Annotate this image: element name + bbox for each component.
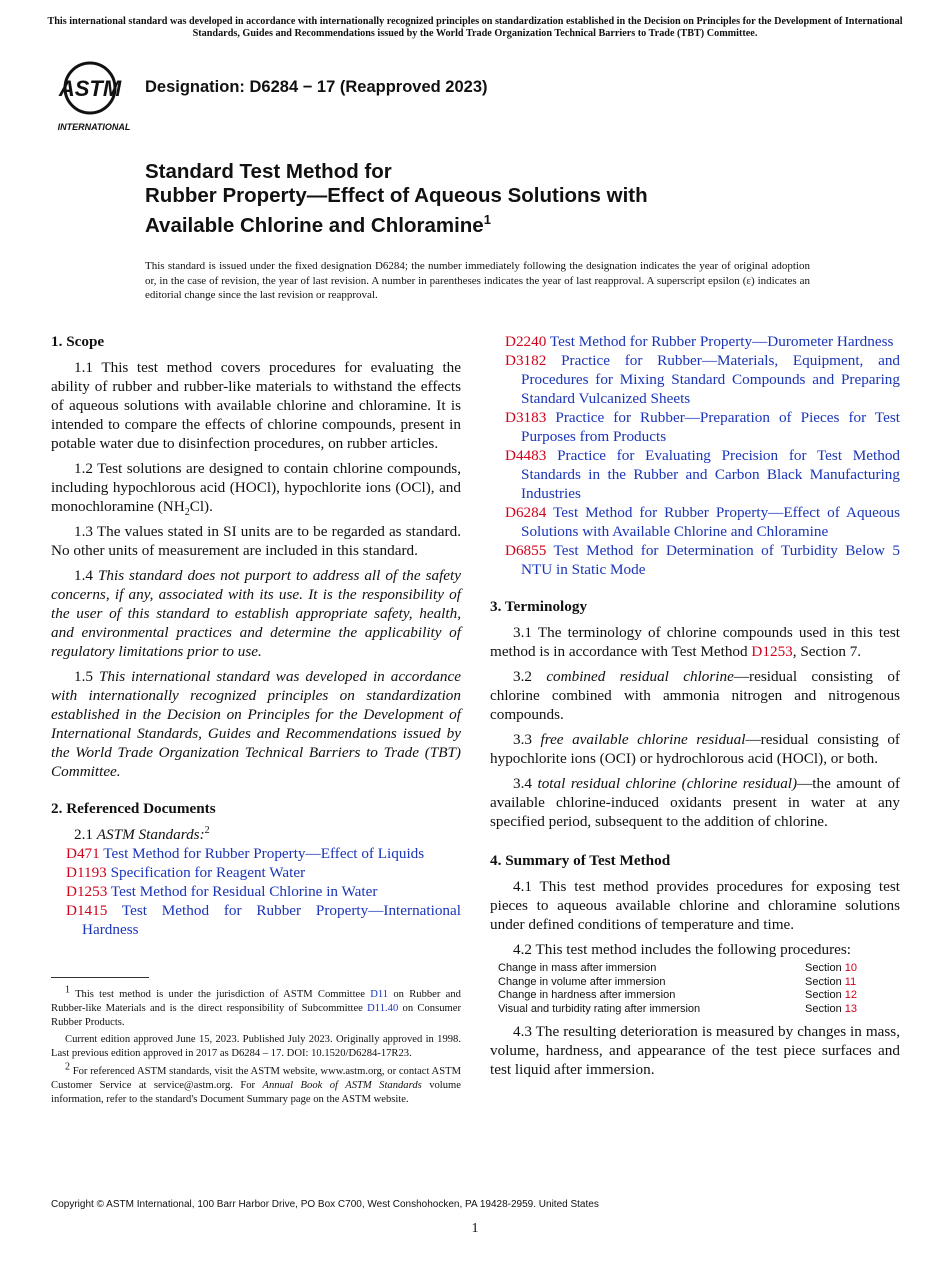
ref-item[interactable]: D3182 Practice for Rubber—Materials, Equipment, and Procedures for Mixing Standard Compounds and Preparing Standard Vulcanized Sheets <box>505 352 900 407</box>
footnotes <box>51 984 461 1110</box>
terminology-heading: 3. Terminology <box>490 598 588 615</box>
procedures-table <box>498 962 900 1016</box>
terminology-3-4: 3.4 total residual chlorine (chlorine residual)—the amount of available chlorine-induced oxidants present in water at any specified period, subsequent to the addition of chlorine. <box>490 775 901 830</box>
page-number: 1 <box>471 1221 479 1236</box>
ref-item[interactable]: D1193 Specification for Reagent Water <box>66 864 306 881</box>
section-link[interactable]: 13 <box>844 1002 858 1015</box>
ref-item[interactable]: D4483 Practice for Evaluating Precision for Test Method Standards in the Rubber and Carbon Black Manufacturing Industries <box>505 447 901 502</box>
footnote-2: $^2$ For referenced ASTM standards, visit the ASTM website, www.astm.org, or contact ASTM Customer Service at service@astm.org. For Annual Book of ASTM Standards volume information, refer to the standard's Document Summary page on the ASTM website. <box>51 1061 461 1105</box>
summary-heading: 4. Summary of Test Method <box>490 852 671 869</box>
right-column <box>490 332 900 1085</box>
procedure-row: Change in volume after immersion Section 11 <box>498 975 857 988</box>
logo-subtext: INTERNATIONAL <box>57 122 131 132</box>
astm-standards-label: 2.1 ASTM Standards:$^2$ <box>74 824 210 843</box>
terminology-3-2: 3.2 combined residual chlorine—residual consisting of chlorine combined with ammonia nitrogen and nitrogenous compounds. <box>490 668 900 723</box>
document-title <box>145 160 648 238</box>
summary-4-1: 4.1 This test method provides procedures for exposing test pieces to aqueous available chlorine and chloramine solutions under defined conditions of temperature and time. <box>490 878 900 933</box>
footnote-rule <box>51 977 149 978</box>
ref-item[interactable]: D3183 Practice for Rubber—Preparation of Pieces for Test Purposes from Products <box>505 409 900 445</box>
ref-item[interactable]: D6855 Test Method for Determination of Turbidity Below 5 NTU in Static Mode <box>505 542 900 578</box>
terminology-3-1: 3.1 The terminology of chlorine compounds used in this test method is in accordance with Test Method D1253, Section 7. <box>490 624 900 660</box>
astm-logo <box>54 58 136 134</box>
ref-item[interactable]: D2240 Test Method for Rubber Property—Durometer Hardness <box>505 333 894 350</box>
title-line-1: Standard Test Method for <box>145 160 392 183</box>
logo-text: ASTM <box>58 76 122 101</box>
title-line-3: Available Chlorine and Chloramine <box>145 213 484 237</box>
scope-heading: 1. Scope <box>51 333 105 350</box>
title-line-2: Rubber Property—Effect of Aqueous Solutions with <box>145 184 648 207</box>
scope-1-5: 1.5 This international standard was developed in accordance with internationally recognized principles on standardization established in the Decision on Principles for the Development of International Standards, Guides and Recommendations issued by the World Trade Organization Technical Barriers to Trade (TBT) Committee. <box>51 668 462 780</box>
procedure-row: Change in hardness after immersion Section 12 <box>498 989 858 1002</box>
refdocs-heading: 2. Referenced Documents <box>51 800 216 817</box>
terminology-3-3: 3.3 free available chlorine residual—residual consisting of hypochlorite ions (OCI) or hydrochlorous acid (HOCl), or both. <box>490 731 900 767</box>
left-column <box>51 332 461 939</box>
footnote-1: $^1$ This test method is under the jurisdiction of ASTM Committee D11 on Rubber and Rubber-like Materials and is the direct responsibility of Subcommittee D11.40 on Consumer Rubber Products. <box>51 984 461 1028</box>
footnote-1-edition: Current edition approved June 15, 2023. Published July 2023. Originally approved in 1998. Last previous edition approved in 2017 as D6284 – 17. DOI: 10.1520/D6284-17R23. <box>51 1034 461 1060</box>
d1253-link[interactable]: D1253 <box>751 643 793 660</box>
scope-1-2: 1.2 Test solutions are designed to contain chlorine compounds, including hypochlorous acid (HOCl), hypochlorite ions (OCl), and monochloramine $(NH_2Cl)$. <box>51 460 461 519</box>
title-footnote-mark: 1 <box>483 212 491 227</box>
copyright: Copyright © ASTM International, 100 Barr Harbor Drive, PO Box C700, West Conshohocken, PA 19428-2959. United States <box>51 1199 599 1210</box>
section-link[interactable]: 11 <box>844 975 857 988</box>
procedure-row: Visual and turbidity rating after immersion Section 13 <box>498 1002 858 1015</box>
summary-4-2: 4.2 This test method includes the following procedures: <box>513 941 852 958</box>
top-note: This international standard was developed in accordance with internationally recognized principles on standardization established in the Decision on Principles for the Development of International Standards, Guides and Recommendations issued by the World Trade Organization Technical Barriers to Trade (TBT) Committee. <box>47 16 903 39</box>
committee-link[interactable]: D11 <box>370 989 389 1000</box>
section-link[interactable]: 10 <box>844 962 858 974</box>
subcommittee-link[interactable]: D11.40 <box>367 1002 399 1014</box>
summary-4-3: 4.3 The resulting deterioration is measured by changes in mass, volume, hardness, and appearance of the test piece surfaces and test liquid after immersion. <box>490 1023 900 1079</box>
scope-1-3: 1.3 The values stated in SI units are to be regarded as standard. No other units of measurement are included in this standard. <box>51 523 461 559</box>
issued-note: This standard is issued under the fixed designation D6284; the number immediately following the designation indicates the year of original adoption or, in the case of revision, the year of last revision. A number in parentheses indicates the year of last reapproval. A superscript epsilon (ε) indicates an editorial change since the last revision or reapproval. <box>145 260 810 301</box>
designation: Designation: D6284 − 17 (Reapproved 2023) <box>145 78 488 96</box>
ref-item[interactable]: D6284 Test Method for Rubber Property—Effect of Aqueous Solutions with Available Chlorine and Chloramine <box>505 504 900 540</box>
scope-1-1: 1.1 This test method covers procedures for evaluating the ability of rubber and rubber-like materials to withstand the effects of aqueous solutions with available chlorine and chloramine. It is intended to compare the effects of chlorine compounds, present in potable water due to disinfection procedures, on rubber articles. <box>51 359 461 452</box>
ref-item[interactable]: D471 Test Method for Rubber Property—Effect of Liquids <box>66 845 425 862</box>
procedure-row: Change in mass after immersion Section 10 <box>498 962 858 974</box>
ref-item[interactable]: D1253 Test Method for Residual Chlorine in Water <box>66 883 378 900</box>
section-link[interactable]: 12 <box>844 989 858 1002</box>
scope-1-4: 1.4 This standard does not purport to address all of the safety concerns, if any, associated with its use. It is the responsibility of the user of this standard to establish appropriate safety, health, and environmental practices and determine the applicability of regulatory limitations prior to use. <box>51 567 462 660</box>
ref-item[interactable]: D1415 Test Method for Rubber Property—International Hardness <box>66 902 461 938</box>
